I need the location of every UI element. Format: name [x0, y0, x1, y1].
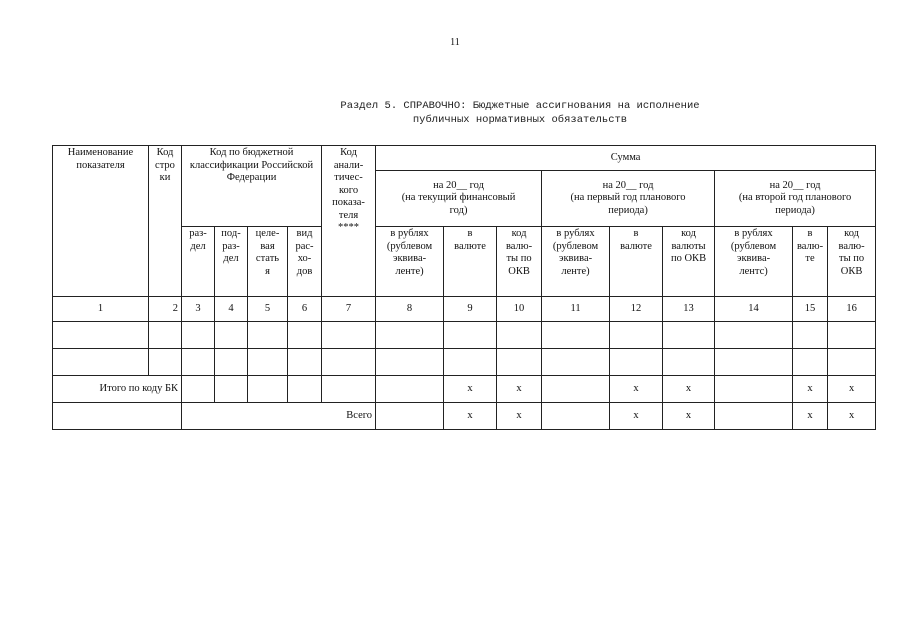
na-mark: х: [793, 376, 828, 403]
table-cell[interactable]: [149, 349, 182, 376]
table-cell[interactable]: [248, 322, 288, 349]
table-cell[interactable]: [215, 349, 248, 376]
header-p3-currency: в валю- те: [793, 227, 828, 297]
header-p3-okv: код валю- ты по ОКВ: [828, 227, 876, 297]
table-cell[interactable]: [182, 376, 215, 403]
column-number: 15: [793, 297, 828, 322]
table-cell[interactable]: [610, 322, 663, 349]
header-name: Наименование показателя: [53, 146, 149, 297]
header-target-article: целе- вая стать я: [248, 227, 288, 297]
column-number: 9: [444, 297, 497, 322]
table-cell[interactable]: [715, 376, 793, 403]
table-cell[interactable]: [444, 349, 497, 376]
column-number: 14: [715, 297, 793, 322]
table-cell[interactable]: [288, 349, 322, 376]
table-cell[interactable]: [288, 322, 322, 349]
na-mark: х: [444, 403, 497, 430]
appropriations-table: [52, 145, 876, 430]
header-period-current: на 20__ год (на текущий финансовый год): [376, 171, 542, 227]
table-cell[interactable]: [663, 349, 715, 376]
table-cell[interactable]: [248, 376, 288, 403]
table-cell[interactable]: [793, 349, 828, 376]
table-cell[interactable]: [542, 349, 610, 376]
column-number: 4: [215, 297, 248, 322]
table-cell[interactable]: [376, 376, 444, 403]
section-title-line-1: Раздел 5. СПРАВОЧНО: Бюджетные ассигнования на исполнение: [340, 100, 700, 112]
table-cell[interactable]: [828, 322, 876, 349]
grand-total-row: [53, 403, 876, 430]
table-cell[interactable]: [322, 322, 376, 349]
header-period-first-plan: на 20__ год (на первый год планового периода): [542, 171, 715, 227]
total-by-bk-row: [53, 376, 876, 403]
table-cell[interactable]: [182, 349, 215, 376]
column-number: 7: [322, 297, 376, 322]
column-number: 8: [376, 297, 444, 322]
na-mark: х: [828, 376, 876, 403]
column-number: 1: [53, 297, 149, 322]
header-budget-classification: Код по бюджетной классификации Российской Федерации: [182, 146, 322, 227]
column-number: 11: [542, 297, 610, 322]
na-mark: х: [663, 403, 715, 430]
table-cell[interactable]: [497, 322, 542, 349]
table-cell[interactable]: [376, 349, 444, 376]
table-cell[interactable]: [715, 403, 793, 430]
table-cell[interactable]: [215, 376, 248, 403]
header-p3-rub: в рублях (рублевом эквива- лентс): [715, 227, 793, 297]
total-by-bk-label: Итого по коду БК: [53, 376, 182, 403]
na-mark: х: [610, 403, 663, 430]
column-number: 16: [828, 297, 876, 322]
table-cell[interactable]: [53, 349, 149, 376]
header-sum: Сумма: [376, 146, 876, 171]
table-cell[interactable]: [793, 322, 828, 349]
table-cell[interactable]: [322, 349, 376, 376]
column-number: 13: [663, 297, 715, 322]
header-p2-rub: в рублях (рублевом эквива- ленте): [542, 227, 610, 297]
grand-total-label: Всего: [182, 403, 376, 430]
table-cell[interactable]: [542, 403, 610, 430]
header-period-second-plan: на 20__ год (на второй год планового периода): [715, 171, 876, 227]
table-cell[interactable]: [376, 322, 444, 349]
section-title: [285, 99, 755, 127]
header-p2-okv: код валюты по ОКВ: [663, 227, 715, 297]
table-cell[interactable]: [610, 349, 663, 376]
na-mark: х: [497, 376, 542, 403]
column-number: 2: [149, 297, 182, 322]
na-mark: х: [444, 376, 497, 403]
table-cell[interactable]: [444, 322, 497, 349]
table-cell[interactable]: [288, 376, 322, 403]
page-number: 11: [450, 37, 460, 48]
na-mark: х: [610, 376, 663, 403]
column-number: 3: [182, 297, 215, 322]
na-mark: х: [828, 403, 876, 430]
table-cell[interactable]: [53, 403, 182, 430]
table-row: [53, 349, 876, 376]
table-cell[interactable]: [376, 403, 444, 430]
header-expense-type: вид рас- хо- дов: [288, 227, 322, 297]
na-mark: х: [663, 376, 715, 403]
header-subsection: под- раз- дел: [215, 227, 248, 297]
column-number: 5: [248, 297, 288, 322]
table-cell[interactable]: [149, 322, 182, 349]
header-row-1: [53, 146, 876, 171]
table-cell[interactable]: [53, 322, 149, 349]
table-cell[interactable]: [248, 349, 288, 376]
table-cell[interactable]: [715, 322, 793, 349]
header-p1-okv: код валю- ты по ОКВ: [497, 227, 542, 297]
header-row-code: Код стро ки: [149, 146, 182, 297]
table-cell[interactable]: [828, 349, 876, 376]
na-mark: х: [497, 403, 542, 430]
column-number-row: [53, 297, 876, 322]
table-cell[interactable]: [715, 349, 793, 376]
table-cell[interactable]: [215, 322, 248, 349]
table-row: [53, 322, 876, 349]
na-mark: х: [793, 403, 828, 430]
header-p2-currency: в валюте: [610, 227, 663, 297]
column-number: 10: [497, 297, 542, 322]
header-p1-currency: в валюте: [444, 227, 497, 297]
header-analytic-code: Код анали- тичес- кого показа- теля ****: [322, 146, 376, 297]
table-cell[interactable]: [663, 322, 715, 349]
column-number: 12: [610, 297, 663, 322]
header-p1-rub: в рублях (рублевом эквива- ленте): [376, 227, 444, 297]
column-number: 6: [288, 297, 322, 322]
header-section: раз- дел: [182, 227, 215, 297]
section-title-line-2: публичных нормативных обязательств: [412, 114, 628, 126]
table-cell[interactable]: [497, 349, 542, 376]
table-cell[interactable]: [542, 376, 610, 403]
table-cell[interactable]: [182, 322, 215, 349]
table-cell[interactable]: [542, 322, 610, 349]
table-cell[interactable]: [322, 376, 376, 403]
